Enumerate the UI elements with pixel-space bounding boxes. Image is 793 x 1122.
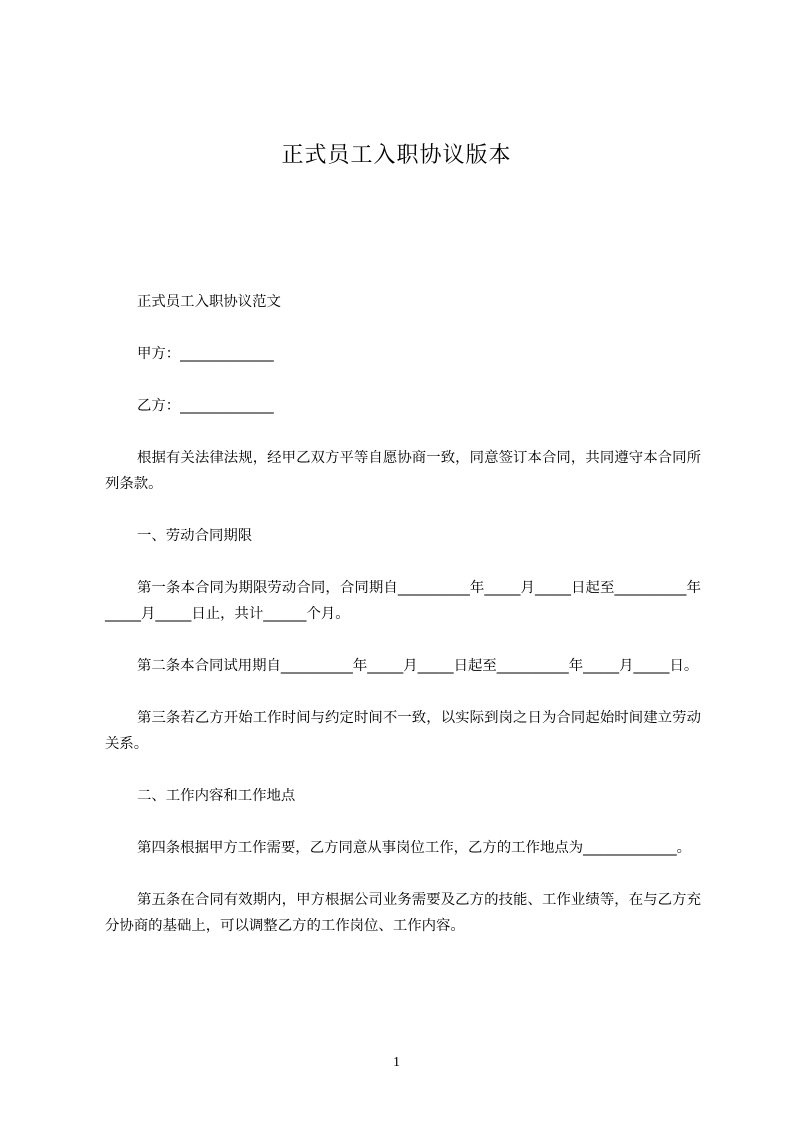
document-title: 正式员工入职协议版本 bbox=[281, 143, 512, 168]
article-3-paragraph: 第三条若乙方开始工作时间与约定时间不一致，以实际到岗之日为合同起始时间建立劳动关系。 bbox=[105, 710, 701, 752]
article-5-paragraph: 第五条在合同有效期内，甲方根据公司业务需要及乙方的技能、工作业绩等，在与乙方充分协商的基础上，可以调整乙方的工作岗位、工作内容。 bbox=[105, 892, 701, 934]
article-1-paragraph: 第一条本合同为期限劳动合同，合同期自__________年_____月_____日起至__________年_____月_____日止，共计______个月。 bbox=[105, 580, 701, 622]
preamble-paragraph: 根据有关法律法规，经甲乙双方平等自愿协商一致，同意签订本合同，共同遵守本合同所列条款。 bbox=[105, 450, 701, 492]
article-4-paragraph: 第四条根据甲方工作需要，乙方同意从事岗位工作，乙方的工作地点为_____________。 bbox=[137, 840, 692, 856]
document-body bbox=[105, 289, 701, 965]
subtitle-paragraph: 正式员工入职协议范文 bbox=[137, 294, 281, 310]
party-a-line: 甲方：_____________ bbox=[137, 346, 274, 362]
page-number: 1 bbox=[393, 1055, 400, 1070]
article-2-paragraph: 第二条本合同试用期自__________年_____月_____日起至__________年_____月_____日。 bbox=[137, 658, 699, 674]
party-b-line: 乙方：_____________ bbox=[137, 398, 274, 414]
section-heading-work: 二、工作内容和工作地点 bbox=[137, 788, 296, 804]
section-heading-term: 一、劳动合同期限 bbox=[137, 528, 253, 544]
